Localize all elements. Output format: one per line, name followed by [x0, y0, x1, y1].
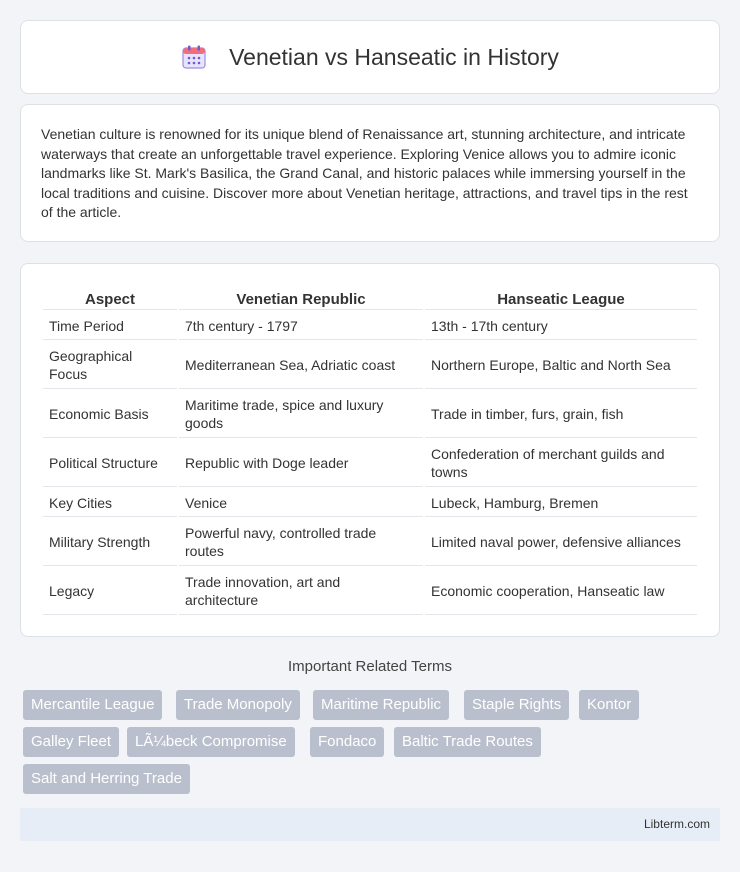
table-cell: Republic with Doge leader: [179, 440, 423, 487]
table-row: [43, 568, 697, 615]
table-cell: Political Structure: [43, 440, 177, 487]
table-cell: Confederation of merchant guilds and towns: [425, 440, 697, 487]
table-row: [43, 391, 697, 438]
table-cell: Economic cooperation, Hanseatic law: [425, 568, 697, 615]
footer: [20, 808, 720, 841]
table-cell: Mediterranean Sea, Adriatic coast: [179, 342, 423, 389]
intro-paragraph: Venetian culture is renowned for its unique blend of Renaissance art, stunning architecture, and intricate waterways that create an unforgettable travel experience. Exploring Venice allows you to admire iconic landmarks like St. Mark's Basilica, the Grand Canal, and historic palaces while immersing yourself in the local traditions and cuisine. Discover more about Venetian heritage, attractions, and travel tips in the rest of the article.: [41, 126, 688, 221]
related-terms-title: Important Related Terms: [288, 658, 452, 675]
table-cell: Venice: [179, 489, 423, 517]
term-tag[interactable]: Fondaco: [310, 727, 384, 757]
table-cell: 13th - 17th century: [425, 312, 697, 340]
table-cell: Geographical Focus: [43, 342, 177, 389]
table-row: [43, 489, 697, 517]
term-tag[interactable]: LÃ¼beck Compromise: [127, 727, 295, 757]
header-card: [20, 20, 720, 94]
term-tag[interactable]: Maritime Republic: [313, 690, 449, 720]
table-cell: Key Cities: [43, 489, 177, 517]
page-title: Venetian vs Hanseatic in History: [229, 43, 559, 70]
table-cell: Military Strength: [43, 519, 177, 566]
table-header-row: [43, 288, 697, 310]
table-cell: Limited naval power, defensive alliances: [425, 519, 697, 566]
term-tag[interactable]: Salt and Herring Trade: [23, 764, 190, 794]
table-cell: Lubeck, Hamburg, Bremen: [425, 489, 697, 517]
intro-card: [20, 104, 720, 242]
footer-site-link[interactable]: Libterm.com: [643, 817, 710, 831]
term-tag[interactable]: Kontor: [579, 690, 639, 720]
table-row: [43, 312, 697, 340]
term-tag[interactable]: Staple Rights: [464, 690, 569, 720]
table-row: [43, 342, 697, 389]
table-cell: Legacy: [43, 568, 177, 615]
table-cell: Powerful navy, controlled trade routes: [179, 519, 423, 566]
table-cell: Trade innovation, art and architecture: [179, 568, 423, 615]
table-cell: Economic Basis: [43, 391, 177, 438]
table-cell: Northern Europe, Baltic and North Sea: [425, 342, 697, 389]
table-cell: Time Period: [43, 312, 177, 340]
table-header-cell: Aspect: [43, 288, 177, 310]
comparison-table-card: [20, 263, 720, 637]
calendar-icon: [181, 44, 207, 70]
term-tag[interactable]: Mercantile League: [23, 690, 162, 720]
table-cell: Trade in timber, furs, grain, fish: [425, 391, 697, 438]
table-header-cell: Venetian Republic: [179, 288, 423, 310]
table-cell: Maritime trade, spice and luxury goods: [179, 391, 423, 438]
table-header-cell: Hanseatic League: [425, 288, 697, 310]
term-tag[interactable]: Baltic Trade Routes: [394, 727, 541, 757]
table-cell: 7th century - 1797: [179, 312, 423, 340]
term-tag[interactable]: Trade Monopoly: [176, 690, 300, 720]
comparison-table: [41, 286, 699, 617]
table-row: [43, 440, 697, 487]
table-row: [43, 519, 697, 566]
term-tag[interactable]: Galley Fleet: [23, 727, 119, 757]
